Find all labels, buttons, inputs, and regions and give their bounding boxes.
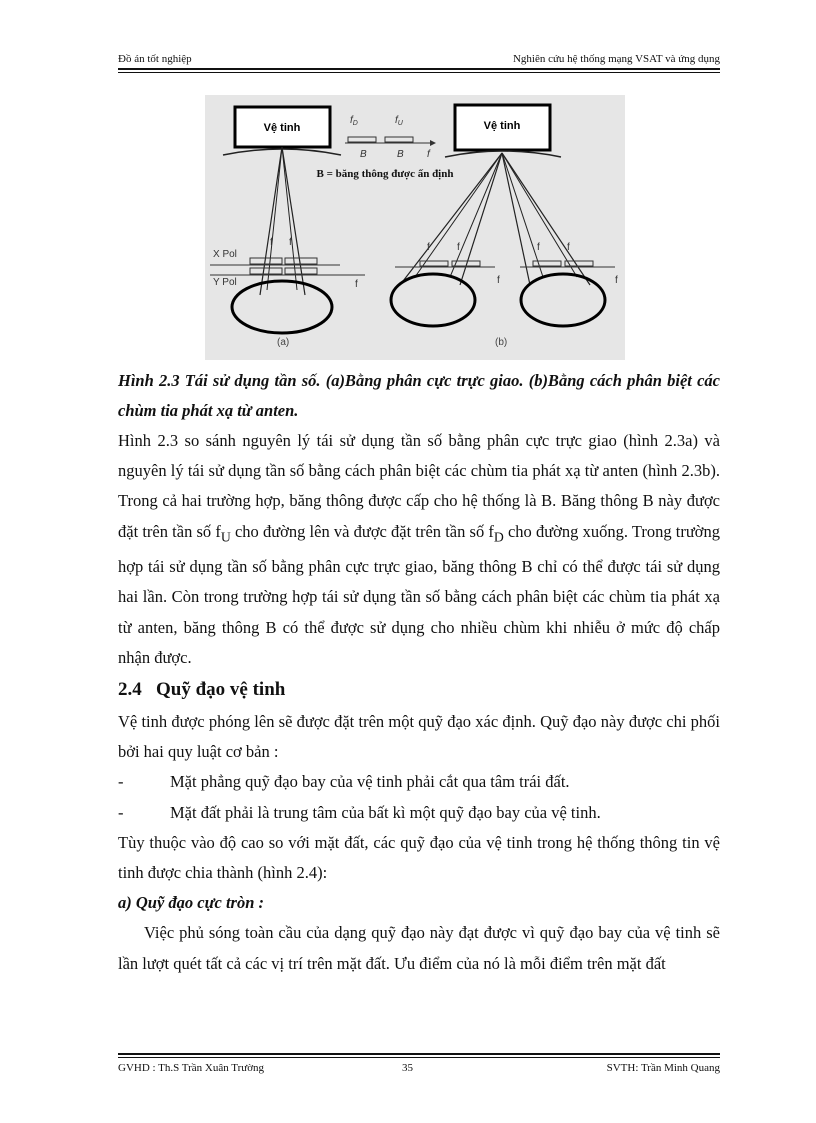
page-number: 35 bbox=[402, 1062, 413, 1074]
legend-fd: $f_D$ bbox=[350, 115, 358, 127]
header-rule bbox=[118, 68, 720, 70]
legend-b2: B bbox=[397, 149, 404, 160]
paragraph-1: Hình 2.3 so sánh nguyên lý tái sử dụng tần số bằng phân cực trực giao (hình 2.3a) và nguyên lý tái sử dụng tần số bằng cách phân biệt các chùm tia phát xạ từ anten (hình 2.3b). Trong cả hai trường hợp, băng thông được cấp cho hệ thống là B. Băng thông B này được đặt trên tần số $f_U$ cho đường lên và được đặt trên tần số $f_D$ cho đường xuống. Trong trường hợp tái sử dụng tần số bằng phân cực trực giao, băng thông B chỉ có thể được tái sử dụng hai lần. Còn trong trường hợp tái sử dụng tần số bằng cách phân biệt các chùm tia phát xạ từ anten, băng thông B có thể được sử dụng cho nhiều chùm khi nhiễu ở mức độ chấp nhận được. bbox=[118, 431, 720, 667]
svg-text:f: f bbox=[355, 279, 358, 290]
satellite-b-label: Vệ tinh bbox=[483, 120, 521, 132]
header-left: Đồ án tốt nghiệp bbox=[118, 53, 192, 65]
bullet-item: - Mặt đất phải là trung tâm của bất kì một quỹ đạo bay của vệ tinh. bbox=[118, 802, 601, 822]
svg-text:f: f bbox=[289, 237, 292, 248]
legend-fu: $f_U$ bbox=[395, 115, 403, 127]
paragraph-2: Vệ tinh được phóng lên sẽ được đặt trên một quỹ đạo xác định. Quỹ đạo này được chi phối bởi hai quy luật cơ bản : bbox=[118, 711, 720, 762]
footer-rule bbox=[118, 1053, 720, 1055]
svg-text:f: f bbox=[457, 242, 460, 253]
paragraph-4: Việc phủ sóng toàn cầu của dạng quỹ đạo này đạt được vì quỹ đạo bay của vệ tinh sẽ lần lượt quét tất cả các vị trí trên mặt đất. Ưu điểm của nó là mỗi điểm trên mặt đất bbox=[118, 923, 720, 973]
footer-advisor: GVHD : Th.S Trần Xuân Trường bbox=[118, 1062, 265, 1074]
satellite-a-label: Vệ tinh bbox=[263, 122, 301, 134]
paragraph-3: Tùy thuộc vào độ cao so với mặt đất, các quỹ đạo của vệ tinh trong hệ thống thông tin vệ tinh được chia thành (hình 2.4): bbox=[118, 832, 720, 882]
header-rule-thin bbox=[118, 72, 720, 73]
figure-caption: Hình 2.3 Tái sử dụng tần số. (a)Bằng phân cực trực giao. (b)Bằng cách phân biệt các chùm tia phát xạ từ anten. bbox=[118, 371, 720, 420]
subsection-heading: a) Quỹ đạo cực tròn : bbox=[118, 893, 264, 913]
footer-rule-thin bbox=[118, 1057, 720, 1058]
svg-text:f: f bbox=[567, 242, 570, 253]
svg-text:f: f bbox=[537, 242, 540, 253]
legend-note: B = băng thông được ấn định bbox=[316, 168, 454, 180]
svg-text:f: f bbox=[270, 237, 273, 248]
svg-text:f: f bbox=[427, 242, 430, 253]
body-text bbox=[118, 426, 720, 979]
section-heading: 2.4 Quỹ đạo vệ tinh bbox=[118, 678, 286, 700]
header-right: Nghiên cứu hệ thống mạng VSAT và ứng dụng bbox=[512, 53, 720, 65]
xpol-label: X Pol bbox=[213, 249, 237, 260]
figure-a-label: (a) bbox=[277, 337, 290, 348]
bullet-item: - Mặt phẳng quỹ đạo bay của vệ tinh phải cắt qua tâm trái đất. bbox=[118, 772, 570, 792]
legend-f: f bbox=[427, 149, 430, 160]
legend-b1: B bbox=[360, 149, 367, 160]
svg-text:f: f bbox=[615, 275, 618, 286]
svg-text:f: f bbox=[497, 275, 500, 286]
ypol-label: Y Pol bbox=[213, 277, 237, 288]
footer-student: SVTH: Trần Minh Quang bbox=[606, 1062, 720, 1074]
frequency-reuse-figure bbox=[205, 95, 625, 360]
figure-b-label: (b) bbox=[495, 337, 508, 348]
